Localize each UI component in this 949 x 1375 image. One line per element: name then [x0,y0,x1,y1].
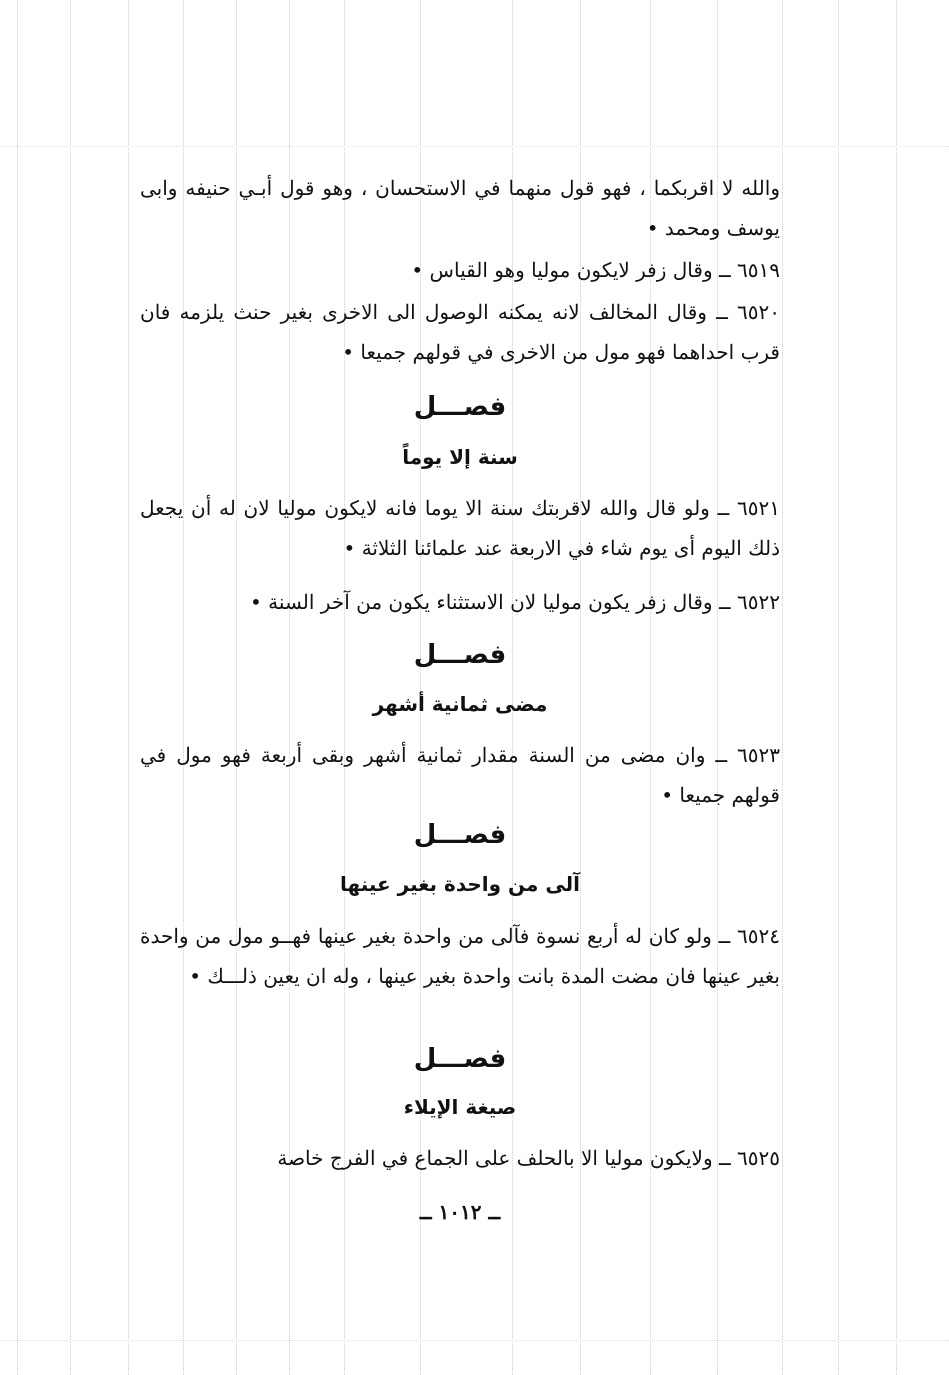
section-subtitle: سنة إلا يوماً [402,445,518,469]
row-guide [0,1340,949,1341]
section-heading: فصـــل [413,1044,507,1074]
column-guide [17,0,18,1375]
section-subtitle: صيغة الإيلاء [403,1095,517,1119]
section-subtitle: آلى من واحدة بغير عينها [340,872,580,896]
paragraph-6525: ٦٥٢٥ ــ ولايكون موليا الا بالحلف على الجماع في الفرج خاصة [277,1146,780,1170]
page-number: ــ ١٠١٢ ــ [419,1200,501,1224]
section-heading: فصـــل [413,820,507,850]
column-guide [128,0,129,1375]
section-subtitle: مضى ثمانية أشهر [372,692,548,716]
paragraph-6523: ٦٥٢٣ ــ وان مضى من السنة مقدار ثمانية أشهر وبقى أربعة فهو مول في قولهم جميعا • [140,743,780,807]
section-heading: فصـــل [413,392,507,422]
paragraph-6524: ٦٥٢٤ ــ ولو كان له أربع نسوة فآلى من واحدة بغير عينها فهــو مول من واحدة بغير عينها فان مضت المدة بانت واحدة بغير عينها ، وله ان يعين ذلـــك • [140,924,780,988]
paragraph-6519: ٦٥١٩ ــ وقال زفر لايكون موليا وهو القياس • [411,258,780,282]
column-guide [70,0,71,1375]
paragraph-6522: ٦٥٢٢ ــ وقال زفر يكون موليا لان الاستثناء يكون من آخر السنة • [250,590,780,614]
paragraph-6520: ٦٥٢٠ ــ وقال المخالف لانه يمكنه الوصول الى الاخرى بغير حنث يلزمه فان قرب احداهما فهو مول من الاخرى في قولهم جميعا • [140,300,780,364]
column-guide [896,0,897,1375]
paragraph-6521: ٦٥٢١ ــ ولو قال والله لاقربتك سنة الا يوما فانه لايكون موليا لان له أن يجعل ذلك اليوم أى يوم شاء في الاربعة عند علمائنا الثلاثة • [140,496,780,560]
section-heading: فصـــل [413,640,507,670]
column-guide [838,0,839,1375]
paragraph-intro: والله لا اقربكما ، فهو قول منهما في الاستحسان ، وهو قول أبـي حنيفه وابى يوسف ومحمد • [140,176,780,240]
column-guide [782,0,783,1375]
row-guide [0,146,949,147]
